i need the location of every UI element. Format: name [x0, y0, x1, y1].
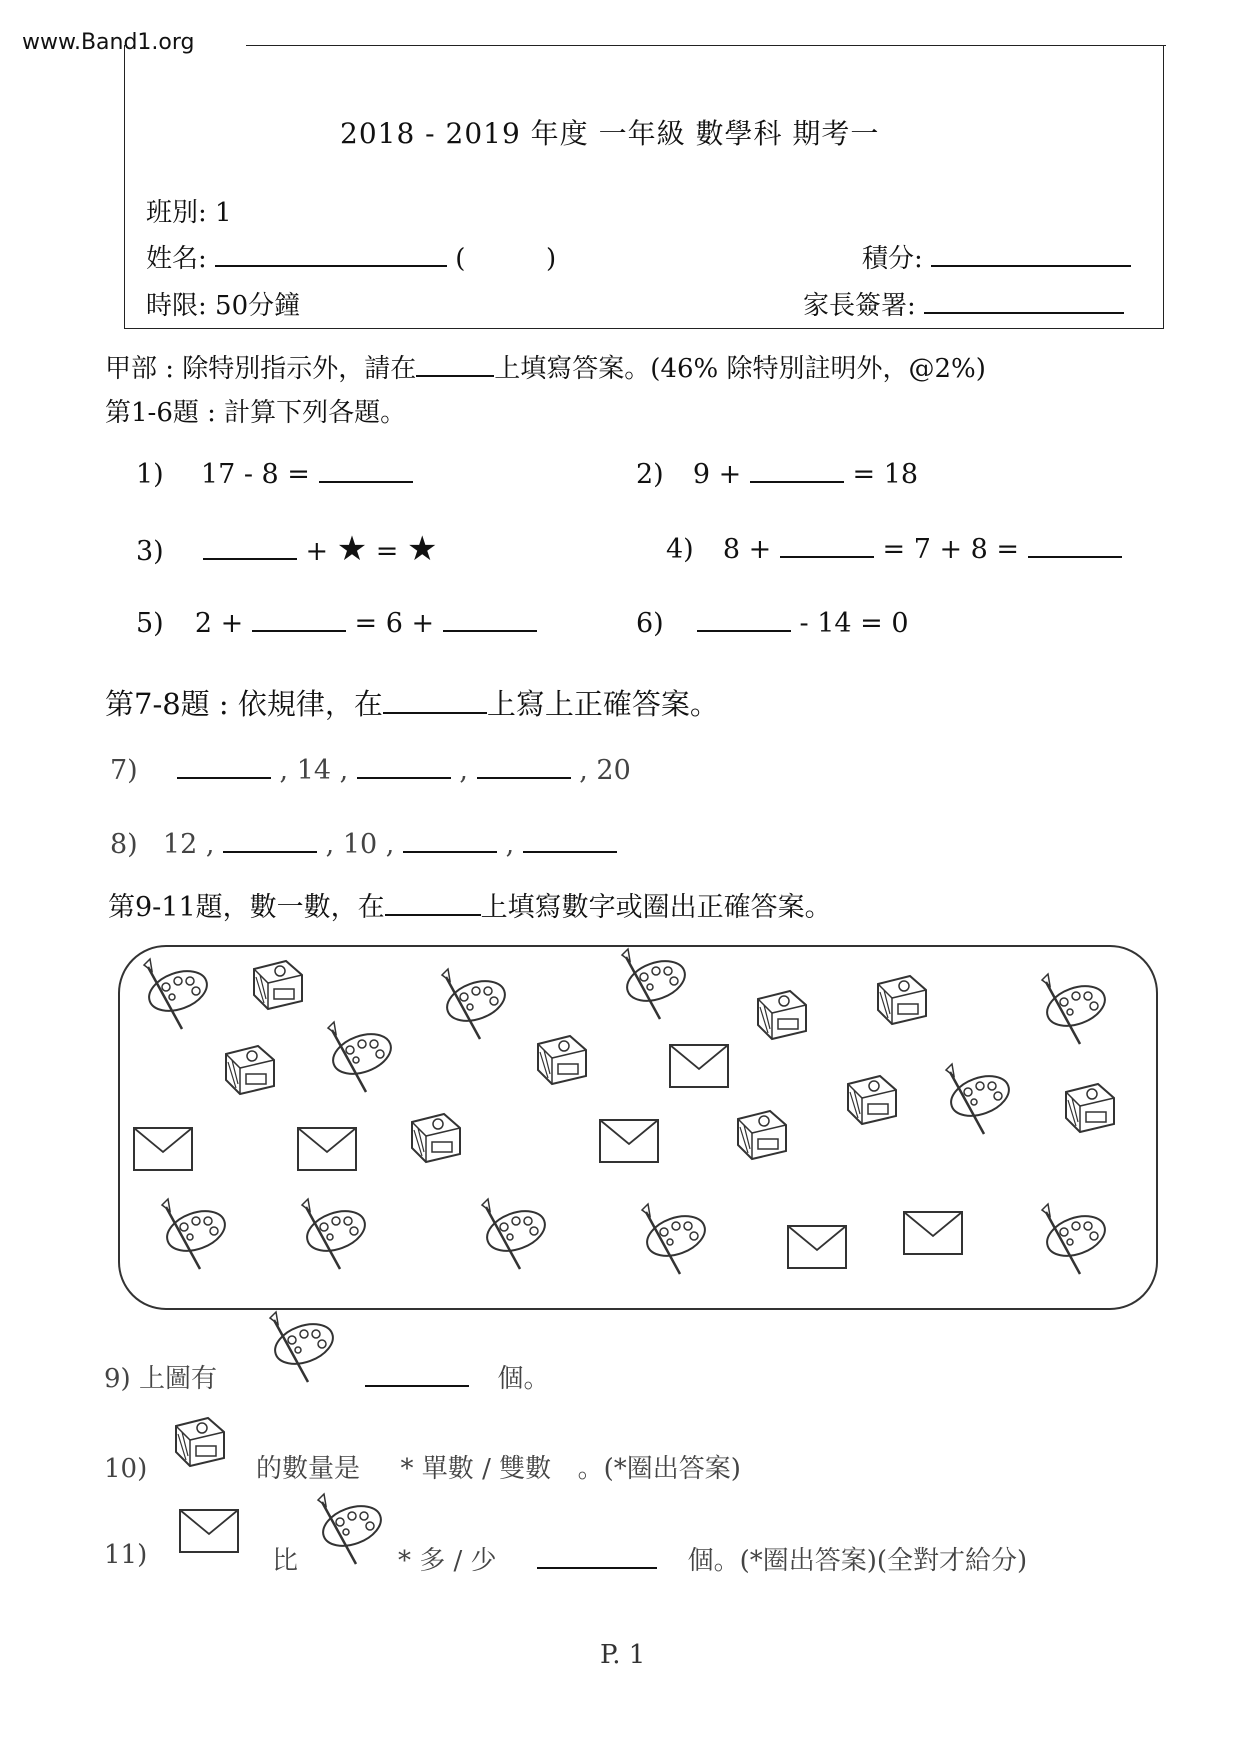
- q6-number: 6): [636, 608, 664, 639]
- q1-number: 1): [136, 459, 164, 490]
- envelope-icon: [600, 1120, 662, 1166]
- palette-icon: [1040, 1210, 1120, 1290]
- q10-number: 10): [104, 1454, 148, 1484]
- pencil-sharpener-icon: [168, 1412, 238, 1482]
- palette-icon: [640, 1210, 720, 1290]
- parent-sign-label: 家長簽署:: [803, 291, 916, 321]
- name-label: 姓名:: [146, 244, 207, 274]
- envelope-icon: [298, 1128, 360, 1174]
- q8-separator: ,: [505, 829, 515, 860]
- q11-options[interactable]: * 多 / 少: [398, 1546, 497, 1576]
- q7-answer-blank-3[interactable]: [477, 750, 571, 779]
- q1-answer-blank[interactable]: [319, 454, 413, 483]
- name-row: [146, 238, 556, 275]
- q8-separator: ,: [385, 829, 395, 860]
- q8-value-10: 10: [342, 829, 378, 860]
- q8-answer-blank-2[interactable]: [403, 824, 497, 853]
- palette-icon: [268, 1318, 338, 1388]
- palette-icon: [316, 1500, 386, 1570]
- palette-icon: [480, 1205, 560, 1285]
- q8-number: 8): [110, 829, 138, 860]
- pencil-sharpener-icon: [404, 1108, 474, 1178]
- q4-number: 4): [666, 534, 694, 565]
- envelope-icon: [670, 1045, 732, 1091]
- q2-number: 2): [636, 459, 664, 490]
- pencil-sharpener-icon: [750, 985, 820, 1055]
- q7-answer-blank-2[interactable]: [357, 750, 451, 779]
- q2-expression-post: = 18: [852, 459, 919, 490]
- class-value: 1: [215, 198, 232, 228]
- q7-separator: ,: [279, 755, 289, 786]
- q9-11-title: [108, 885, 832, 924]
- time-row: [146, 285, 300, 322]
- pencil-sharpener-icon: [1058, 1078, 1128, 1148]
- instruction-blank-sample: [416, 349, 494, 377]
- palette-icon: [142, 965, 222, 1045]
- q5-expression-mid: = 6 +: [354, 608, 435, 639]
- pencil-sharpener-icon: [730, 1105, 800, 1175]
- q4-answer-blank-1[interactable]: [780, 529, 874, 558]
- instruction-post: 上填寫答案。(46% 除特別註明外，@2%): [494, 354, 986, 384]
- palette-icon: [440, 975, 520, 1055]
- envelope-icon: [788, 1226, 850, 1272]
- time-value: 50分鐘: [215, 291, 301, 321]
- q9-text-post: 個。: [497, 1364, 550, 1394]
- q4-answer-blank-2[interactable]: [1028, 529, 1122, 558]
- question-1: [136, 454, 413, 490]
- q7-8-title: [105, 682, 719, 723]
- site-watermark: www.Band1.org: [22, 30, 195, 55]
- q9-answer-blank[interactable]: [365, 1359, 469, 1387]
- pattern-title-blank-sample: [383, 683, 487, 714]
- pencil-sharpener-icon: [530, 1030, 600, 1100]
- palette-icon: [1040, 980, 1120, 1060]
- q5-answer-blank-1[interactable]: [252, 603, 346, 632]
- palette-icon: [944, 1070, 1024, 1150]
- question-7: [110, 750, 631, 786]
- question-4: [666, 529, 1122, 565]
- q4-expression-mid: = 7 + 8 =: [882, 534, 1020, 565]
- q1-6-title: 第1-6題 : 計算下列各題。: [105, 398, 407, 428]
- q9-text-pre: 上圖有: [138, 1364, 217, 1394]
- q1-expression: 17 - 8 =: [200, 459, 310, 490]
- q7-value-14: 14: [296, 755, 332, 786]
- class-row: [146, 192, 232, 229]
- name-paren-open: (: [455, 244, 466, 274]
- q5-expression-pre: 2 +: [194, 608, 244, 639]
- section-a-instruction: [105, 348, 986, 385]
- star-icon: ★: [336, 529, 368, 569]
- q7-separator: ,: [459, 755, 469, 786]
- count-title-pre: 第9-11題，數一數，在: [108, 892, 385, 923]
- exam-title: 2018 - 2019 年度 一年級 數學科 期考一: [340, 117, 880, 150]
- q8-answer-blank-3[interactable]: [523, 824, 617, 853]
- pencil-sharpener-icon: [218, 1040, 288, 1110]
- q5-answer-blank-2[interactable]: [443, 603, 537, 632]
- q2-answer-blank[interactable]: [750, 454, 844, 483]
- pencil-sharpener-icon: [840, 1070, 910, 1140]
- name-blank[interactable]: [215, 239, 447, 267]
- pencil-sharpener-icon: [870, 970, 940, 1040]
- page-number: P. 1: [600, 1640, 646, 1670]
- q10-text: 的數量是: [256, 1454, 361, 1484]
- parent-sign-row: [803, 285, 1124, 322]
- count-title-blank-sample: [385, 887, 481, 916]
- q7-separator: ,: [579, 755, 588, 786]
- q10-options[interactable]: * 單數 / 雙數: [400, 1454, 552, 1484]
- envelope-icon: [134, 1128, 196, 1174]
- q6-answer-blank[interactable]: [697, 603, 791, 632]
- q8-separator: ,: [205, 829, 215, 860]
- pattern-title-pre: 第7-8題 : 依規律，在: [105, 687, 383, 721]
- q9-answer-row: [365, 1358, 550, 1395]
- palette-icon: [160, 1205, 240, 1285]
- score-blank[interactable]: [931, 239, 1131, 267]
- question-8: [110, 824, 617, 860]
- q3-answer-blank[interactable]: [203, 531, 297, 560]
- q11-compare-word: 比: [272, 1546, 299, 1576]
- envelope-icon: [180, 1510, 242, 1556]
- q8-value-12: 12: [162, 829, 198, 860]
- q11-answer-blank[interactable]: [537, 1541, 657, 1569]
- count-title-post: 上填寫數字或圈出正確答案。: [480, 892, 832, 923]
- q11-number: 11): [104, 1540, 148, 1570]
- q6-expression-post: - 14 = 0: [799, 608, 909, 639]
- palette-icon: [326, 1028, 406, 1108]
- question-10: [256, 1448, 741, 1485]
- palette-icon: [300, 1205, 380, 1285]
- q7-value-20: 20: [596, 755, 631, 786]
- question-3: [136, 529, 438, 569]
- question-5: [136, 603, 537, 639]
- q7-number: 7): [110, 755, 138, 786]
- pattern-title-post: 上寫上正確答案。: [486, 687, 719, 721]
- q4-expression-pre: 8 +: [722, 534, 772, 565]
- score-row: [862, 238, 1131, 275]
- score-label: 積分:: [862, 244, 923, 274]
- palette-icon: [620, 955, 700, 1035]
- parent-sign-blank[interactable]: [924, 286, 1124, 314]
- q3-equals: =: [375, 536, 399, 567]
- envelope-icon: [904, 1212, 966, 1258]
- q11-text-post: 個。(*圈出答案)(全對才給分): [687, 1546, 1028, 1576]
- q10-note: 。(*圈出答案): [577, 1454, 741, 1484]
- q3-number: 3): [136, 536, 164, 567]
- question-9: [104, 1358, 217, 1395]
- time-label: 時限:: [146, 291, 207, 321]
- q3-plus: +: [305, 536, 329, 567]
- name-paren-close: ): [545, 244, 557, 274]
- star-icon: ★: [407, 529, 438, 569]
- q9-number: 9): [104, 1364, 131, 1394]
- q8-answer-blank-1[interactable]: [223, 824, 317, 853]
- instruction-pre: 甲部 : 除特別指示外，請在: [105, 354, 417, 384]
- q7-separator: ,: [339, 755, 349, 786]
- q2-expression-pre: 9 +: [692, 459, 742, 490]
- question-6: [636, 603, 909, 639]
- q5-number: 5): [136, 608, 164, 639]
- q7-answer-blank-1[interactable]: [177, 750, 271, 779]
- q8-separator: ,: [325, 829, 335, 860]
- question-2: [636, 454, 918, 490]
- pencil-sharpener-icon: [246, 955, 316, 1025]
- question-11: [398, 1540, 1027, 1577]
- class-label: 班別:: [146, 198, 207, 228]
